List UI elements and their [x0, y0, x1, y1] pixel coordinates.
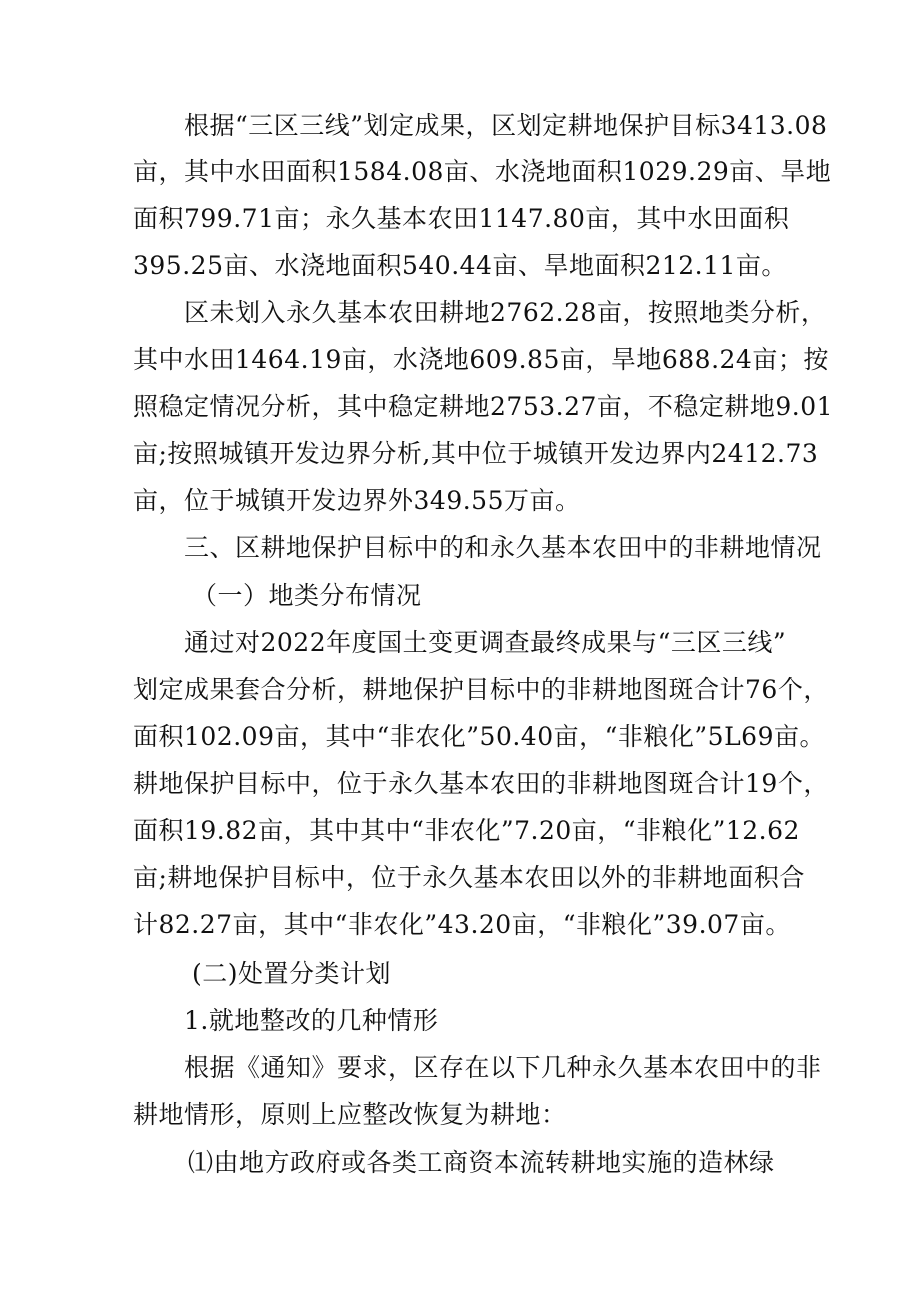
paragraph-1-line-4: 395.25亩、水浇地面积540.44亩、旱地面积212.11亩。 — [133, 251, 787, 280]
paragraph-3-line-6: 亩;耕地保护目标中，位于永久基本农田以外的非耕地面积合 — [133, 863, 805, 892]
paragraph-2-line-3: 照稳定情况分析，其中稳定耕地2753.27亩，不稳定耕地9.01 — [133, 392, 834, 421]
paragraph-3-line-3: 面积102.09亩，其中“非农化”50.40亩，“非粮化”5L69亩。 — [133, 722, 825, 751]
paragraph-3-line-4: 耕地保护目标中，位于永久基本农田的非耕地图斑合计19个， — [133, 769, 829, 798]
paragraph-2-line-5: 亩，位于城镇开发边界外349.55万亩。 — [133, 486, 581, 515]
paragraph-1-line-1: 根据“三区三线”划定成果，区划定耕地保护目标3413.08 — [184, 111, 828, 140]
section-heading-3: 三、区耕地保护目标中的和永久基本农田中的非耕地情况 — [184, 533, 822, 562]
paragraph-3-line-5: 面积19.82亩，其中其中“非农化”7.20亩，“非粮化”12.62 — [133, 816, 800, 845]
paragraph-3-line-7: 计82.27亩，其中“非农化”43.20亩，“非粮化”39.07亩。 — [133, 910, 791, 939]
paragraph-1-line-2: 亩，其中水田面积1584.08亩、水浇地面积1029.29亩、旱地 — [133, 157, 832, 186]
item-1-1-line-1: ⑴由地方政府或各类工商资本流转耕地实施的造林绿 — [188, 1148, 775, 1177]
paragraph-2-line-4: 亩;按照城镇开发边界分析,其中位于城镇开发边界内2412.73 — [133, 439, 819, 468]
paragraph-4-line-1: 根据《通知》要求，区存在以下几种永久基本农田中的非 — [184, 1053, 822, 1082]
paragraph-2-line-2: 其中水田1464.19亩，水浇地609.85亩，旱地688.24亩；按 — [133, 345, 829, 374]
item-1-heading: 1.就地整改的几种情形 — [184, 1006, 439, 1035]
subheading-land-distribution: （一）地类分布情况 — [192, 581, 422, 610]
subheading-disposal-plan: (二)处置分类计划 — [192, 959, 392, 988]
paragraph-1-line-3: 面积799.71亩；永久基本农田1147.80亩，其中水田面积 — [133, 204, 790, 233]
paragraph-3-line-2: 划定成果套合分析，耕地保护目标中的非耕地图斑合计76个， — [133, 675, 829, 704]
paragraph-2-line-1: 区未划入永久基本农田耕地2762.28亩，按照地类分析， — [184, 298, 827, 327]
paragraph-4-line-2: 耕地情形，原则上应整改恢复为耕地： — [133, 1100, 567, 1129]
paragraph-3-line-1: 通过对2022年度国土变更调查最终成果与“三区三线” — [184, 628, 787, 657]
